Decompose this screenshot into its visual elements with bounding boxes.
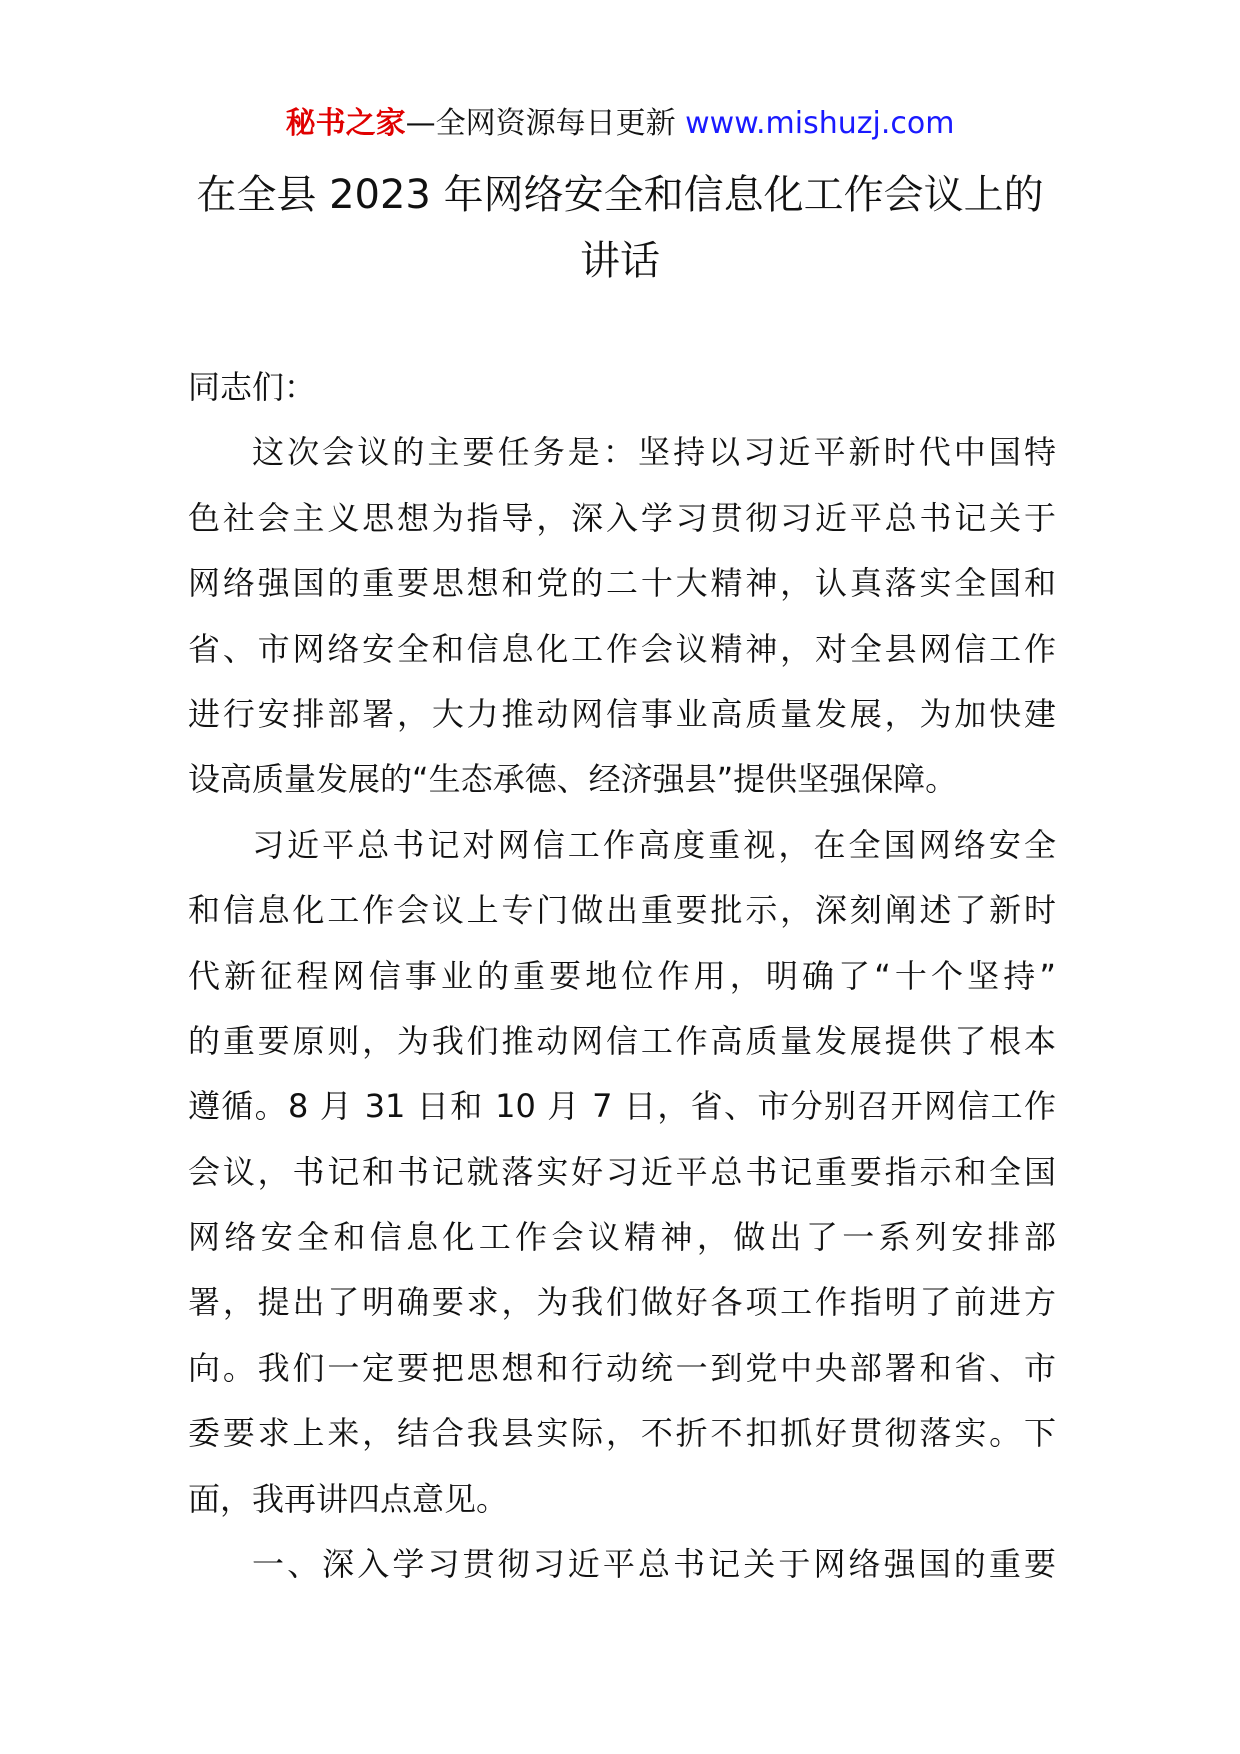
body-line: 会议，书记和书记就落实好习近平总书记重要指示和全国: [188, 1152, 1056, 1191]
section-heading: 一、深入学习贯彻习近平总书记关于网络强国的重要: [252, 1545, 1056, 1584]
body-line: 向。我们一定要把思想和行动统一到党中央部署和省、市: [188, 1348, 1056, 1387]
site-banner: [0, 104, 1240, 144]
body-line: 代新征程网信事业的重要地位作用，明确了“十个坚持”: [188, 956, 1056, 995]
body-line: 进行安排部署，大力推动网信事业高质量发展，为加快建: [188, 694, 1056, 733]
title-line-2: 讲话: [580, 238, 660, 284]
body-line: 网络强国的重要思想和党的二十大精神，认真落实全国和: [188, 564, 1056, 603]
document-body: [188, 355, 1056, 1597]
body-line: 委要求上来，结合我县实际，不折不扣抓好贯彻落实。下: [188, 1414, 1056, 1453]
body-line: 和信息化工作会议上专门做出重要批示，深刻阐述了新时: [188, 891, 1056, 930]
body-line: 这次会议的主要任务是：坚持以习近平新时代中国特: [252, 433, 1056, 472]
body-line: 署，提出了明确要求，为我们做好各项工作指明了前进方: [188, 1283, 1056, 1322]
salutation: 同志们：: [188, 368, 317, 406]
body-line: 省、市网络安全和信息化工作会议精神，对全县网信工作: [188, 629, 1056, 668]
brand-name: 秘书之家: [285, 106, 406, 141]
body-line: 面，我再讲四点意见。: [188, 1479, 509, 1518]
title-line-1: 在全县 2023 年网络安全和信息化工作会议上的: [196, 172, 1044, 218]
body-line: 遵循。8 月 31 日和 10 月 7 日，省、市分别召开网信工作: [188, 1087, 1056, 1126]
banner-tagline: —全网资源每日更新: [405, 106, 686, 141]
body-line: 设高质量发展的“生态承德、经济强县”提供坚强保障。: [188, 760, 958, 799]
body-line: 的重要原则，为我们推动网信工作高质量发展提供了根本: [188, 1021, 1056, 1060]
body-line: 网络安全和信息化工作会议精神，做出了一系列安排部: [188, 1218, 1056, 1257]
document-title: [180, 162, 1060, 294]
body-line: 习近平总书记对网信工作高度重视，在全国网络安全: [252, 825, 1056, 864]
site-url: www.mishuzj.com: [685, 106, 955, 141]
body-line: 色社会主义思想为指导，深入学习贯彻习近平总书记关于: [188, 498, 1056, 537]
